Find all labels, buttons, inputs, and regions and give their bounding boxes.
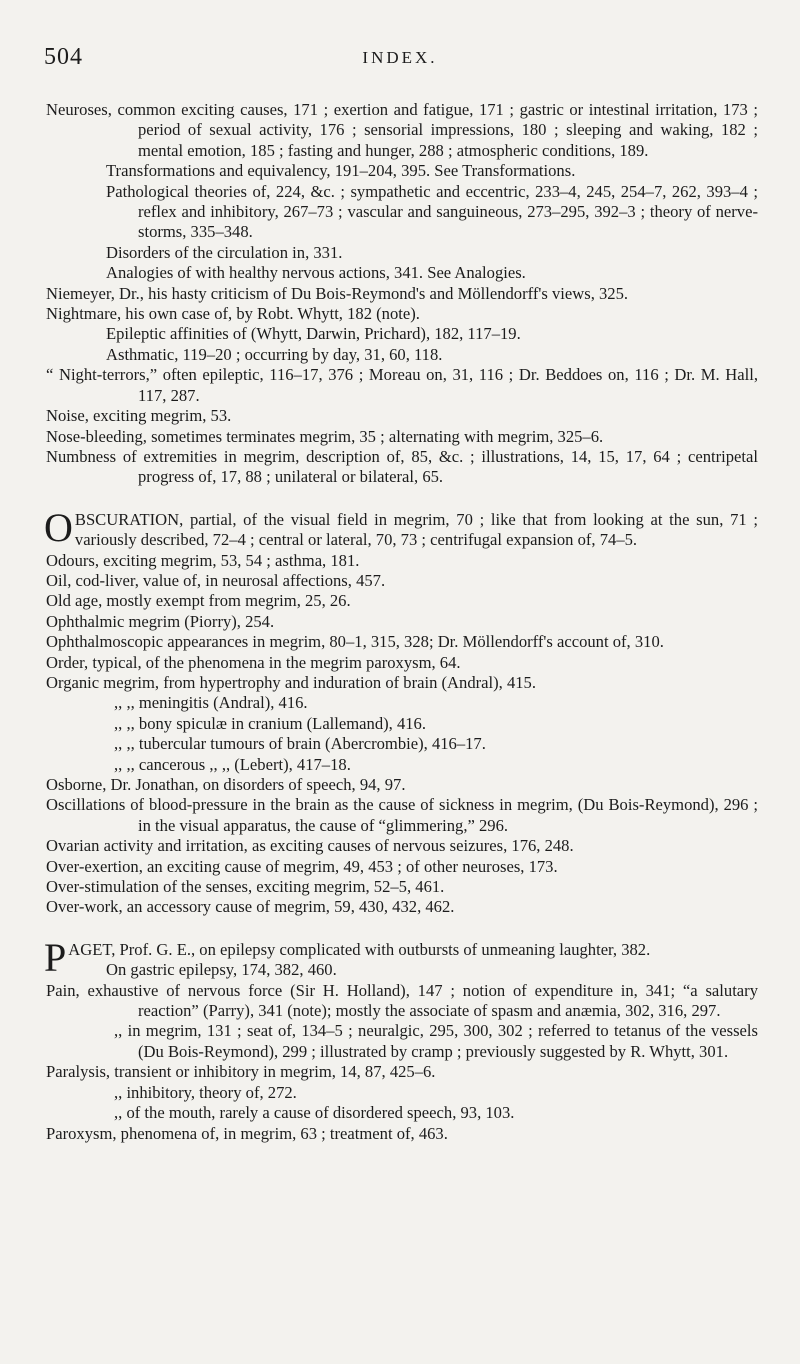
index-entry: Osborne, Dr. Jonathan, on disorders of speech, 94, 97. — [46, 775, 406, 794]
index-subentry: Asthmatic, 119–20 ; occurring by day, 31, 60, 118. — [106, 344, 443, 364]
index-entry: Over-exertion, an exciting cause of megrim, 49, 453 ; of other neuroses, 173. — [46, 856, 558, 876]
index-entry: Over-stimulation of the senses, exciting megrim, 52–5, 461. — [46, 877, 445, 897]
section-p-first-text: AGET, Prof. G. E., on epilepsy complicated with outbursts of unmeaning laughter, 382. — [68, 939, 651, 959]
index-entry: Nose-bleeding, sometimes terminates megrim, 35 ; alternating with megrim, 325–6. — [46, 426, 604, 446]
page-number: 504 — [44, 44, 83, 70]
section-o-first-entry — [44, 504, 758, 551]
section-p-dropcap: P — [44, 934, 67, 980]
index-entry: “ Night-terrors,” often epileptic, 116–17, 376 ; Moreau on, 31, 116 ; Dr. Beddoes on, 116 ; Dr. M. Hall, 117, 287. — [46, 365, 758, 405]
page-header — [44, 44, 756, 76]
index-entry: Nightmare, his own case of, by Robt. Whytt, 182 (note). — [46, 304, 420, 324]
index-entry: Ophthalmoscopic appearances in megrim, 80–1, 315, 328; Dr. Möllendorff's account of, 310. — [46, 632, 664, 652]
index-entry: Noise, exciting megrim, 53. — [46, 406, 232, 426]
index-entry: Old age, mostly exempt from megrim, 25, 26. — [46, 591, 351, 611]
index-subentry: Pathological theories of, 224, &c. ; sympathetic and eccentric, 233–4, 245, 254–7, 262, 393–4 ; reflex and inhibitory, 267–73 ; vascular and sanguineous, 273–295, 392–3 ; theory of nerve-storms, 335–348. — [106, 181, 758, 242]
index-entry: Pain, exhaustive of nervous force (Sir H. Holland), 147 ; notion of expenditure in, 341; “a salutary reaction” (Parry), 341 (note); mostly the associate of spasm and anæmia, 302, 316, 297. — [46, 980, 758, 1021]
index-entry: Niemeyer, Dr., his hasty criticism of Du Bois-Reymond's and Möllendorff's views, 325. — [46, 283, 629, 303]
index-subentry: Transformations and equivalency, 191–204, 395. See Transformations. — [106, 161, 576, 181]
index-entry: Oil, cod-liver, value of, in neurosal affections, 457. — [46, 570, 386, 590]
index-subentry: ,, ,, cancerous ,, ,, (Lebert), 417–18. — [114, 754, 351, 774]
index-subentry: Disorders of the circulation in, 331. — [106, 242, 343, 262]
index-entry: Paralysis, transient or inhibitory in megrim, 14, 87, 425–6. — [46, 1062, 436, 1082]
index-subentry: ,, inhibitory, theory of, 272. — [114, 1082, 297, 1102]
index-entry: Paroxysm, phenomena of, in megrim, 63 ; treatment of, 463. — [46, 1123, 448, 1143]
index-subentry: Analogies of with healthy nervous actions, 341. See Analogies. — [106, 263, 526, 283]
running-head: INDEX. — [362, 48, 438, 67]
index-entry: Oscillations of blood-pressure in the brain as the cause of sickness in megrim, (Du Bois-Reymond), 296 ; in the visual apparatus, the cause of “glimmering,” 296. — [46, 795, 758, 835]
index-entry: Order, typical, of the phenomena in the megrim paroxysm, 64. — [46, 652, 461, 672]
section-gap — [46, 488, 758, 510]
index-entry: Neuroses, common exciting causes, 171 ; exertion and fatigue, 171 ; gastric or intestinal irritation, 173 ; period of sexual activity, 176 ; sensorial impressions, 180 ; sleeping and waking, 182 ; mental emotion, 185 ; fasting and hunger, 288 ; atmospheric conditions, 189. — [46, 100, 758, 160]
index-subentry: On gastric epilepsy, 174, 382, 460. — [106, 960, 337, 980]
section-p — [46, 960, 758, 1144]
section-o-dropcap: O — [44, 504, 73, 550]
index-entry: Ovarian activity and irritation, as exciting causes of nervous seizures, 176, 248. — [46, 836, 574, 856]
section-gap — [46, 918, 758, 940]
index-subentry: ,, ,, tubercular tumours of brain (Abercrombie), 416–17. — [114, 734, 486, 754]
index-subentry: ,, of the mouth, rarely a cause of disordered speech, 93, 103. — [114, 1103, 515, 1123]
index-subentry: ,, ,, bony spiculæ in cranium (Lallemand), 416. — [114, 713, 426, 733]
index-entry: Organic megrim, from hypertrophy and induration of brain (Andral), 415. — [46, 672, 537, 692]
index-body — [46, 100, 758, 1144]
section-o — [46, 551, 758, 918]
index-entry: Numbness of extremities in megrim, description of, 85, &c. ; illustrations, 14, 15, 17, 64 ; centripetal progress of, 17, 88 ; unilateral or bilateral, 65. — [46, 446, 758, 487]
index-subentry: ,, in megrim, 131 ; seat of, 134–5 ; neuralgic, 295, 300, 302 ; referred to tetanus of the vessels (Du Bois-Reymond), 299 ; illustrated by cramp ; previously suggested by R. Whytt, 301. — [114, 1021, 758, 1061]
section-n — [46, 100, 758, 488]
section-o-first-text: BSCURATION, partial, of the visual field in megrim, 70 ; like that from looking at the sun, 71 ; variously described, 72–4 ; central or lateral, 70, 73 ; centrifugal expansion of, 74–5. — [74, 509, 758, 550]
index-entry: Odours, exciting megrim, 53, 54 ; asthma, 181. — [46, 550, 360, 570]
index-subentry: ,, ,, meningitis (Andral), 416. — [114, 693, 308, 713]
index-entry: Over-work, an accessory cause of megrim, 59, 430, 432, 462. — [46, 897, 455, 917]
index-subentry: Epileptic affinities of (Whytt, Darwin, Prichard), 182, 117–19. — [106, 324, 521, 344]
index-entry: Ophthalmic megrim (Piorry), 254. — [46, 611, 275, 631]
